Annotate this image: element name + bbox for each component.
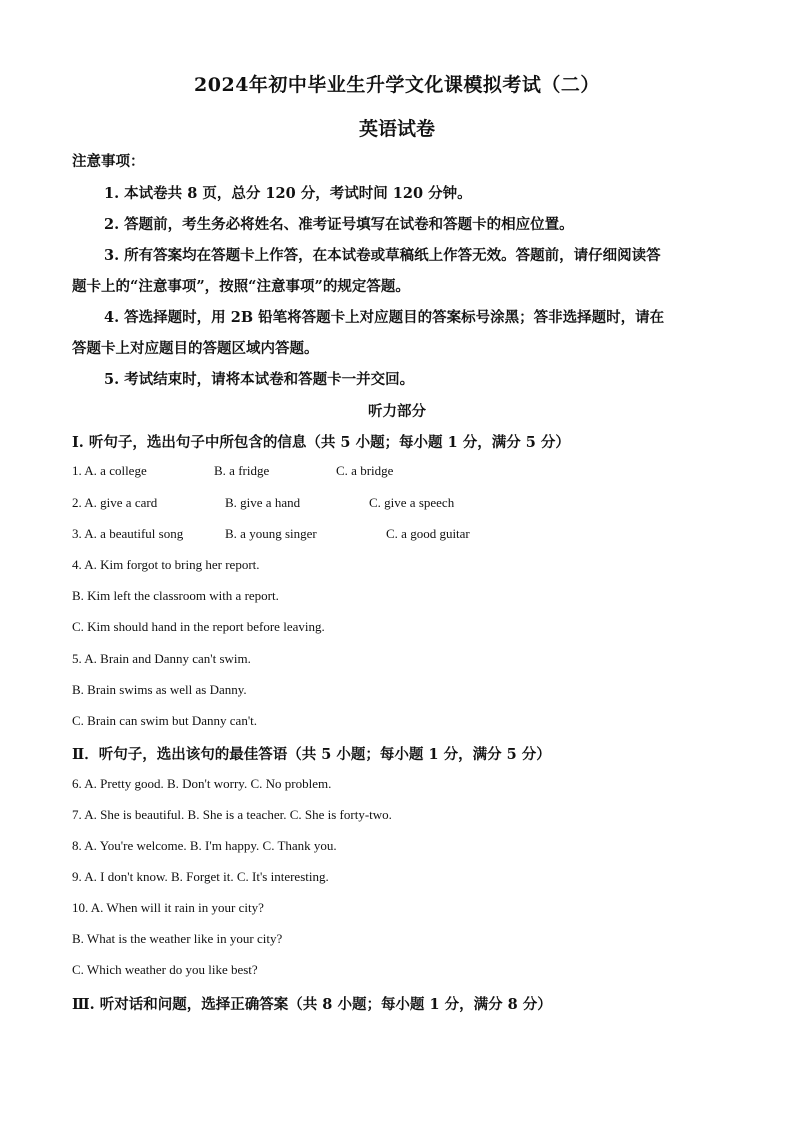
question-option: 10. A. When will it rain in your city?: [72, 900, 264, 915]
question-option: 3. A. a beautiful song: [72, 526, 184, 541]
notice-item: 1. 本试卷共 8 页，总分 120 分，考试时间 120 分钟。: [104, 185, 472, 202]
section-heading: I. 听句子，选出句子中所包含的信息（共 5 小题；每小题 1 分，满分 5 分）: [72, 434, 570, 451]
question-option: 5. A. Brain and Danny can't swim.: [72, 651, 251, 666]
question-option: B. give a hand: [225, 495, 301, 510]
notice-item: 答题卡上对应题目的答题区域内答题。: [72, 340, 319, 357]
question-option: B. Brain swims as well as Danny.: [72, 682, 247, 697]
question-option: C. Which weather do you like best?: [72, 962, 258, 977]
question-option: C. Brain can swim but Danny can't.: [72, 713, 258, 728]
question-option: B. a young singer: [225, 526, 317, 541]
question-option: C. a good guitar: [386, 526, 470, 541]
section-heading: Ⅲ. 听对话和问题，选择正确答案（共 8 小题；每小题 1 分，满分 8 分）: [72, 996, 552, 1013]
notice-heading: 注意事项：: [72, 153, 145, 170]
question-option: 1. A. a college: [72, 463, 147, 478]
notice-item: 3. 所有答案均在答题卡上作答，在本试卷或草稿纸上作答无效。答题前，请仔细阅读答: [104, 247, 661, 264]
question-option: 4. A. Kim forgot to bring her report.: [72, 557, 260, 572]
question-option: B. a fridge: [214, 463, 270, 478]
question-option: C. a bridge: [336, 463, 394, 478]
exam-title: 2024年初中毕业生升学文化课模拟考试（二）: [194, 74, 600, 96]
question-option: B. What is the weather like in your city?: [72, 931, 283, 946]
notice-item: 题卡上的“注意事项”，按照“注意事项”的规定答题。: [72, 278, 410, 295]
notice-item: 2. 答题前，考生务必将姓名、准考证号填写在试卷和答题卡的相应位置。: [104, 216, 574, 233]
question-option: 6. A. Pretty good. B. Don't worry. C. No problem.: [72, 776, 332, 791]
question-option: B. Kim left the classroom with a report.: [72, 588, 279, 603]
question-option: 9. A. I don't know. B. Forget it. C. It's interesting.: [72, 869, 329, 884]
notice-item: 5. 考试结束时，请将本试卷和答题卡一并交回。: [104, 371, 415, 388]
question-option: 8. A. You're welcome. B. I'm happy. C. Thank you.: [72, 838, 337, 853]
question-option: 2. A. give a card: [72, 495, 158, 510]
part-title: 听力部分: [368, 403, 426, 420]
question-option: C. Kim should hand in the report before leaving.: [72, 619, 325, 634]
notice-item: 4. 答选择题时，用 2B 铅笔将答题卡上对应题目的答案标号涂黑；答非选择题时，请在: [104, 309, 665, 326]
section-heading: Ⅱ．听句子，选出该句的最佳答语（共 5 小题；每小题 1 分，满分 5 分）: [72, 746, 551, 763]
question-option: 7. A. She is beautiful. B. She is a teacher. C. She is forty-two.: [72, 807, 392, 822]
exam-subtitle: 英语试卷: [358, 118, 435, 140]
question-option: C. give a speech: [369, 495, 455, 510]
